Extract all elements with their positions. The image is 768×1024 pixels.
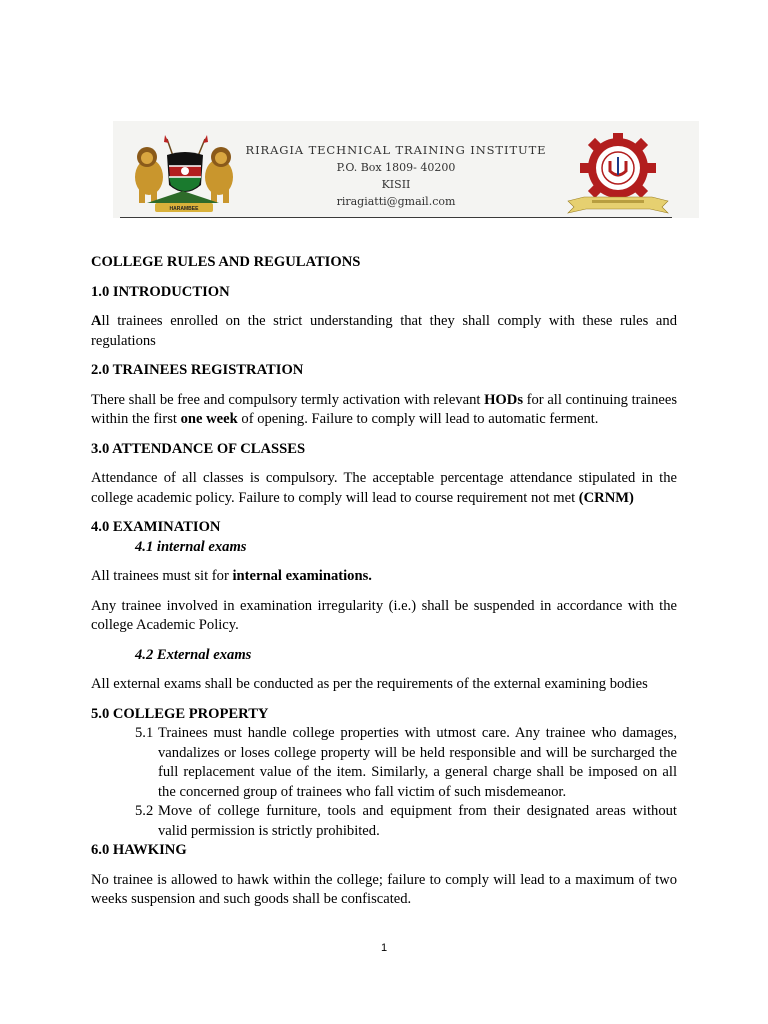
list-item: 5.1 Trainees must handle college properties with utmost care. Any trainee who damages, vandalizes or loses college property will be held responsible and will be surcharged the full replacement value of the item. Similarly, a general charge shall be imposed on all the concerned group of trainees who fall victim of such misdemeanor.	[135, 725, 677, 800]
hawking-paragraph: No trainee is allowed to hawk within the college; failure to comply will lead to a maximum of two weeks suspension and such goods shall be confiscated.	[91, 871, 677, 907]
section-heading-examination: 4.0 EXAMINATION	[91, 519, 221, 535]
section-heading-attendance: 3.0 ATTENDANCE OF CLASSES	[91, 440, 306, 457]
irregularity-paragraph: Any trainee involved in examination irregularity (i.e.) shall be suspended in accordance with the college Academic Policy.	[91, 597, 677, 633]
institute-gear-seal-icon	[564, 133, 672, 215]
registration-paragraph: There shall be free and compulsory termly activation with relevant HODs for all continuing trainees within the first one week of opening. Failure to comply will lead to automatic ferment.	[91, 391, 677, 427]
svg-text:HARAMBEE: HARAMBEE	[169, 206, 199, 212]
letterhead-text	[235, 142, 557, 210]
page-number: 1	[380, 942, 388, 954]
subheading-internal-exams: 4.1 internal exams	[135, 538, 247, 555]
town: KISII	[381, 178, 411, 191]
internal-exams-paragraph: All trainees must sit for internal examinations.	[91, 568, 372, 584]
postal-address: P.O. Box 1809- 40200	[336, 161, 456, 174]
section-heading-property: 5.0 COLLEGE PROPERTY	[91, 705, 269, 722]
attendance-paragraph: Attendance of all classes is compulsory. The acceptable percentage attendance stipulated in the college academic policy. Failure to comply will lead to course requirement not met (CRNM)	[91, 470, 677, 506]
introduction-paragraph: All trainees enrolled on the strict understanding that they shall comply with these rules and regulations	[91, 313, 677, 349]
email: riragiatti@gmail.com	[336, 195, 456, 208]
list-item: 5.2 Move of college furniture, tools and equipment from their designated areas without valid permission is strictly prohibited.	[135, 803, 677, 839]
kenya-coat-of-arms-icon	[127, 133, 239, 215]
external-exams-paragraph: All external exams shall be conducted as per the requirements of the external examining bodies	[91, 676, 648, 692]
section-heading-registration: 2.0 TRAINEES REGISTRATION	[91, 362, 304, 378]
document-body	[91, 253, 677, 910]
section-heading-hawking: 6.0 HAWKING	[91, 842, 187, 858]
section-heading-introduction: 1.0 INTRODUCTION	[91, 283, 230, 300]
letterhead-divider	[120, 217, 672, 218]
institute-name: RIRAGIA TECHNICAL TRAINING INSTITUTE	[245, 143, 547, 157]
document-title: COLLEGE RULES AND REGULATIONS	[91, 254, 361, 270]
subheading-external-exams: 4.2 External exams	[135, 646, 252, 663]
